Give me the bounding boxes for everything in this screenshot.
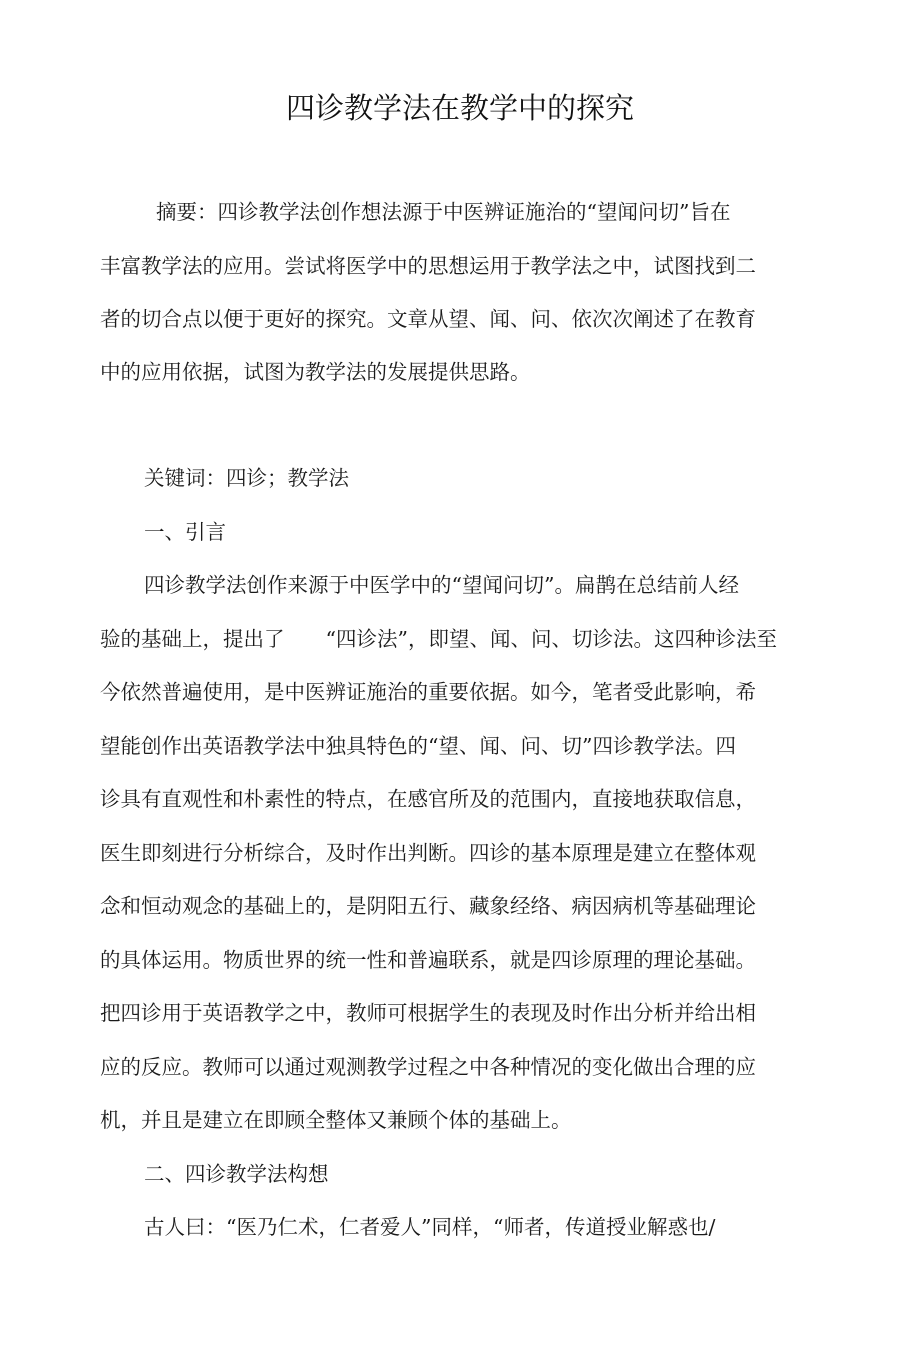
paragraph-line: 念和恒动观念的基础上的，是阴阳五行、藏象经络、病因病机等基础理论 xyxy=(100,894,756,918)
paragraph-line: 诊具有直观性和朴素性的特点，在感官所及的范围内，直接地获取信息， xyxy=(100,787,756,811)
paragraph-line: 望能创作出英语教学法中独具特色的“望、闻、问、切”四诊教学法。四 xyxy=(100,734,736,758)
paragraph-line: 的具体运用。物质世界的统一性和普遍联系，就是四诊原理的理论基础。 xyxy=(100,948,756,972)
section-heading-concept: 二、四诊教学法构想 xyxy=(144,1162,329,1186)
paragraph-line: 今依然普遍使用，是中医辨证施治的重要依据。如今，笔者受此影响，希 xyxy=(100,680,756,704)
paragraph-line: 应的反应。教师可以通过观测教学过程之中各种情况的变化做出合理的应 xyxy=(100,1055,756,1079)
section-heading-introduction: 一、引言 xyxy=(144,520,226,544)
paragraph-line: 验的基础上，提出了 “四诊法”，即望、闻、问、切诊法。这四种诊法至 xyxy=(100,627,777,651)
paragraph-line: 古人曰：“医乃仁术，仁者爱人”同样，“师者，传道授业解惑也/ xyxy=(144,1215,716,1239)
paragraph-line: 机，并且是建立在即顾全整体又兼顾个体的基础上。 xyxy=(100,1108,572,1132)
abstract-line: 中的应用依据，试图为教学法的发展提供思路。 xyxy=(100,360,531,384)
abstract-line: 者的切合点以便于更好的探究。文章从望、闻、问、依次次阐述了在教育 xyxy=(100,307,756,331)
paragraph-line: 医生即刻进行分析综合，及时作出判断。四诊的基本原理是建立在整体观 xyxy=(100,841,756,865)
abstract-line: 丰富教学法的应用。尝试将医学中的思想运用于教学法之中，试图找到二 xyxy=(100,254,756,278)
document-title: 四诊教学法在教学中的探究 xyxy=(285,91,634,125)
keywords: 关键词：四诊；教学法 xyxy=(144,466,349,490)
paragraph-line: 把四诊用于英语教学之中，教师可根据学生的表现及时作出分析并给出相 xyxy=(100,1001,756,1025)
abstract-line: 摘要：四诊教学法创作想法源于中医辨证施治的“望闻问切”旨在 xyxy=(156,200,731,224)
paragraph-line: 四诊教学法创作来源于中医学中的“望闻问切”。扁鹊在总结前人经 xyxy=(144,573,739,597)
